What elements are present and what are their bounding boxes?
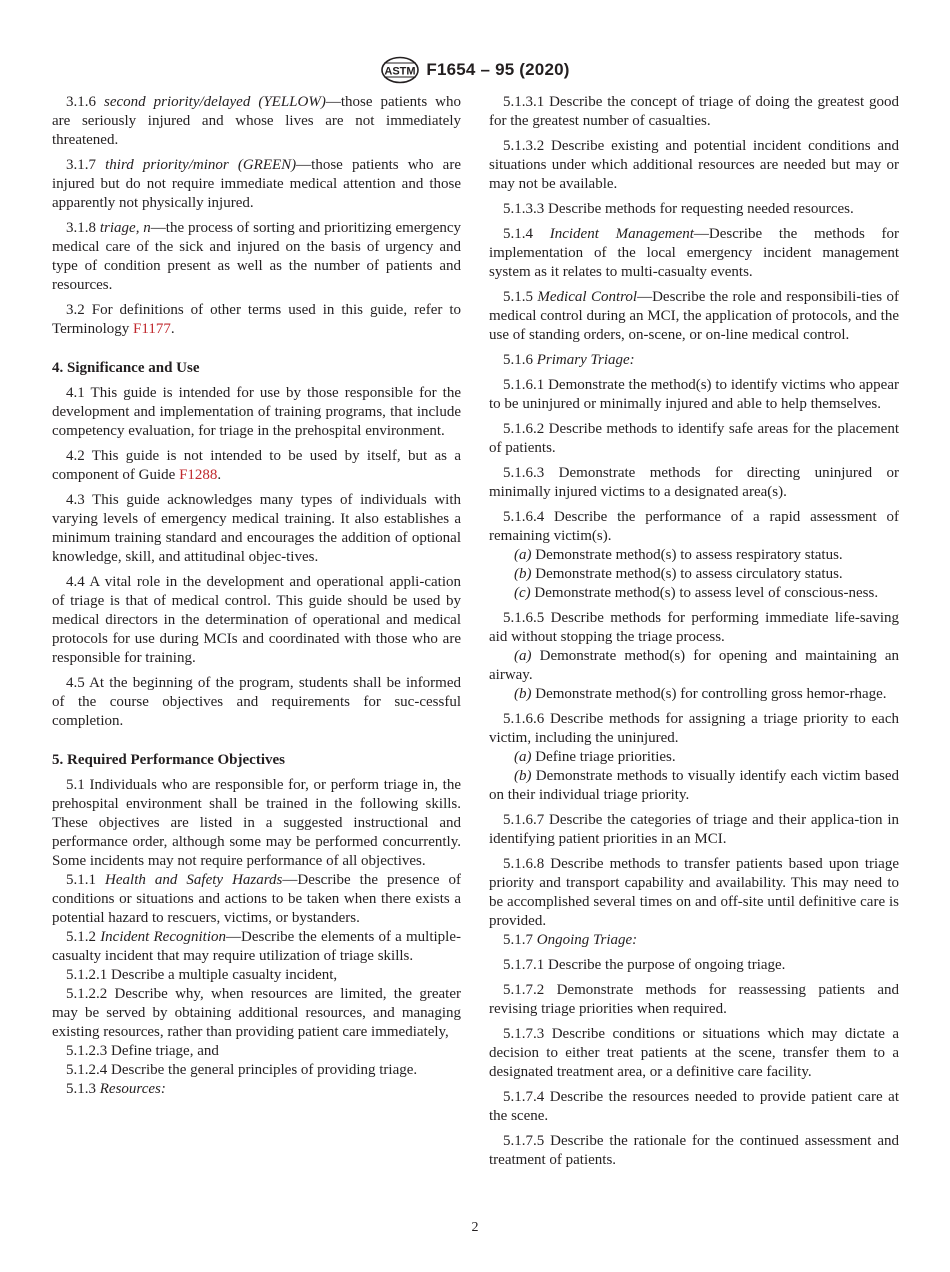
item-5-1-6-6-b: (b) Demonstrate methods to visually identify each victim based on their individual triage priority. [489, 768, 899, 803]
paragraph-5-1-2-2: 5.1.2.2 Describe why, when resources are limited, the greater may be served by obtaining additional resources, and managing existing resources, rather than providing patient care immediately, [52, 986, 461, 1040]
paragraph-5-1-3-1: 5.1.3.1 Describe the concept of triage of doing the greatest good for the greatest number of casualties. [489, 94, 899, 129]
paragraph-5-1-7: 5.1.7 Ongoing Triage: [503, 932, 638, 948]
left-column [52, 93, 461, 1099]
paragraph-5-1-6-6: 5.1.6.6 Describe methods for assigning a triage priority to each victim, including the uninjured. [489, 711, 899, 746]
paragraph-5-1-7-2: 5.1.7.2 Demonstrate methods for reassessing patients and revising triage priorities when required. [489, 982, 899, 1017]
paragraph-3-2: 3.2 For definitions of other terms used in this guide, refer to Terminology F1177. [52, 302, 461, 337]
paragraph-5-1-2-1: 5.1.2.1 Describe a multiple casualty incident, [66, 967, 338, 983]
page-number: 2 [471, 1220, 479, 1235]
paragraph-5-1-6-8: 5.1.6.8 Describe methods to transfer patients based upon triage priority and transport capability and availability. This may need to be accomplished several times on and off-site until definitive care is provided. [489, 856, 899, 929]
paragraph-5-1-7-1: 5.1.7.1 Describe the purpose of ongoing triage. [503, 957, 786, 973]
astm-logo-icon [380, 56, 420, 84]
link-f1177[interactable]: F1177 [133, 321, 171, 337]
section-heading-4: 4. Significance and Use [52, 360, 200, 376]
paragraph-3-1-6: 3.1.6 second priority/delayed (YELLOW)—those patients who are seriously injured and whose lives are not immediately threatened. [52, 94, 462, 148]
paragraph-5-1-7-5: 5.1.7.5 Describe the rationale for the continued assessment and treatment of patients. [489, 1133, 899, 1168]
paragraph-5-1-2: 5.1.2 Incident Recognition—Describe the elements of a multiple-casualty incident that may require utilization of triage skills. [52, 929, 461, 964]
paragraph-5-1-6: 5.1.6 Primary Triage: [503, 352, 635, 368]
paragraph-5-1-6-7: 5.1.6.7 Describe the categories of triage and their applica-tion in identifying patient priorities in an MCI. [489, 812, 899, 847]
paragraph-4-3: 4.3 This guide acknowledges many types of individuals with varying levels of emergency medical training. It also establishes a minimum training standard and encourages the addition of optional knowledge, skill, and attitudinal objec-tives. [52, 492, 461, 565]
item-5-1-6-4-c: (c) Demonstrate method(s) to assess level of conscious-ness. [514, 585, 879, 601]
link-f1288[interactable]: F1288 [179, 467, 218, 483]
paragraph-5-1-4: 5.1.4 Incident Management—Describe the methods for implementation of the local emergency incident management system as it relates to multi-casualty events. [489, 226, 899, 280]
item-5-1-6-4-a: (a) Demonstrate method(s) to assess respiratory status. [514, 547, 843, 563]
paragraph-5-1-3: 5.1.3 Resources: [66, 1081, 166, 1097]
page-header [0, 55, 950, 85]
item-5-1-6-4-b: (b) Demonstrate method(s) to assess circulatory status. [514, 566, 843, 582]
paragraph-5-1-2-4: 5.1.2.4 Describe the general principles of providing triage. [66, 1062, 418, 1078]
paragraph-5-1-7-4: 5.1.7.4 Describe the resources needed to provide patient care at the scene. [489, 1089, 899, 1124]
paragraph-4-4: 4.4 A vital role in the development and operational appli-cation of triage is that of medical control. This guide should be used by medical directors in the determination of operational and medical protocols for use during MCIs and coordinated with those who are responsible for training. [52, 574, 461, 666]
document-id: F1654 – 95 (2020) [426, 60, 570, 79]
paragraph-5-1-6-5: 5.1.6.5 Describe methods for performing immediate life-saving aid without stopping the triage process. [489, 610, 899, 645]
paragraph-4-5: 4.5 At the beginning of the program, students shall be informed of the course objectives and requirements for suc-cessful completion. [52, 675, 461, 729]
paragraph-5-1-6-3: 5.1.6.3 Demonstrate methods for directing uninjured or minimally injured victims to a designated area(s). [489, 465, 899, 500]
paragraph-3-1-8: 3.1.8 triage, n—the process of sorting and prioritizing emergency medical care of the sick and injured on the basis of urgency and type of condition present as well as the number of patients and resources. [52, 220, 462, 293]
paragraph-3-1-7: 3.1.7 third priority/minor (GREEN)—those patients who are injured but do not require immediate medical attention and those apparently not physically injured. [52, 157, 461, 211]
paragraph-5-1-6-2: 5.1.6.2 Describe methods to identify safe areas for the placement of patients. [489, 421, 899, 456]
paragraph-5-1-2-3: 5.1.2.3 Define triage, and [66, 1043, 219, 1059]
paragraph-5-1: 5.1 Individuals who are responsible for, or perform triage in, the prehospital environment shall be trained in the following skills. These objectives are listed in a suggested instructional and performance order, although some may be performed concurrently. Some incidents may not require performance of all objectives. [52, 777, 461, 869]
paragraph-5-1-6-4: 5.1.6.4 Describe the performance of a rapid assessment of remaining victim(s). [489, 509, 899, 544]
paragraph-5-1-7-3: 5.1.7.3 Describe conditions or situations which may dictate a decision to either treat patients at the scene, transfer them to a designated treatment area, or a definitive care facility. [489, 1026, 899, 1080]
right-column [489, 93, 899, 1176]
item-5-1-6-5-b: (b) Demonstrate method(s) for controlling gross hemor-rhage. [514, 686, 887, 702]
paragraph-5-1-3-3: 5.1.3.3 Describe methods for requesting needed resources. [503, 201, 854, 217]
paragraph-5-1-5: 5.1.5 Medical Control—Describe the role and responsibili-ties of medical control during an MCI, the application of protocols, and the use of standing orders, on-scene, or on-line medical control. [489, 289, 899, 343]
item-5-1-6-6-a: (a) Define triage priorities. [514, 749, 676, 765]
paragraph-5-1-6-1: 5.1.6.1 Demonstrate the method(s) to identify victims who appear to be uninjured or minimally injured and able to help themselves. [489, 377, 899, 412]
svg-text:ASTM: ASTM [384, 65, 416, 78]
item-5-1-6-5-a: (a) Demonstrate method(s) for opening and maintaining an airway. [489, 648, 899, 683]
paragraph-4-2: 4.2 This guide is not intended to be used by itself, but as a component of Guide F1288. [52, 448, 461, 483]
section-heading-5: 5. Required Performance Objectives [52, 752, 285, 768]
paragraph-5-1-1: 5.1.1 Health and Safety Hazards—Describe the presence of conditions or situations and actions to be taken when there exists a potential hazard to rescuers, victims, or bystanders. [52, 872, 462, 926]
paragraph-4-1: 4.1 This guide is intended for use by those responsible for the development and implementation of training programs, that include competency evaluation, for triage in the prehospital environment. [52, 385, 461, 439]
paragraph-5-1-3-2: 5.1.3.2 Describe existing and potential incident conditions and situations under which additional resources are needed but may or may not be available. [489, 138, 899, 192]
